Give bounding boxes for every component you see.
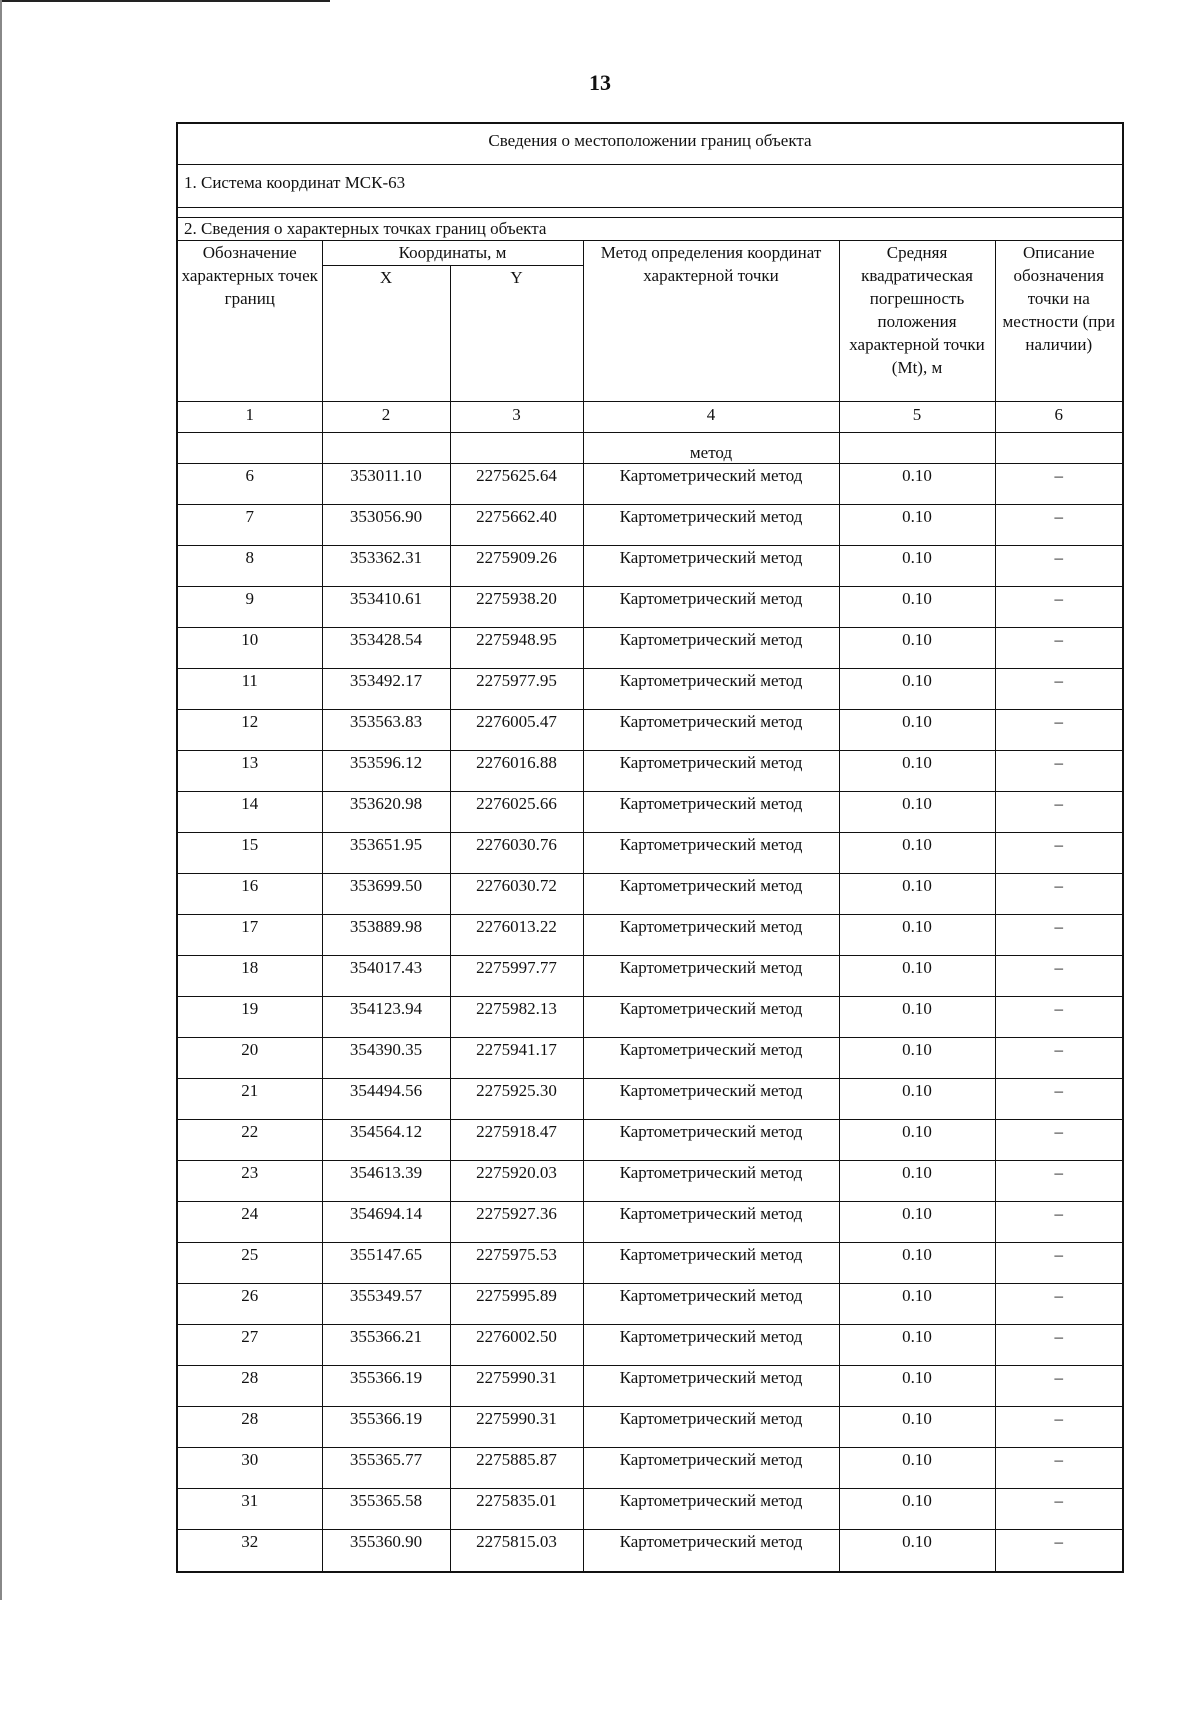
mean-square-error: 0.10 [839, 710, 995, 751]
method: Картометрический метод [583, 874, 839, 915]
point-description: – [995, 710, 1122, 751]
points-heading: 2. Сведения о характерных точках границ объекта [178, 218, 1122, 241]
method: Картометрический метод [583, 1407, 839, 1448]
scan-left-edge [0, 0, 2, 1600]
table-row [178, 1284, 1122, 1325]
coord-x: 353889.98 [322, 915, 450, 956]
point-number: 19 [178, 997, 322, 1038]
coord-x: 353428.54 [322, 628, 450, 669]
coord-x: 354564.12 [322, 1120, 450, 1161]
coord-y: 2275982.13 [450, 997, 583, 1038]
table-row [178, 1243, 1122, 1284]
coord-y: 2275918.47 [450, 1120, 583, 1161]
coord-y: 2276030.76 [450, 833, 583, 874]
mean-square-error: 0.10 [839, 1366, 995, 1407]
method: Картометрический метод [583, 1038, 839, 1079]
table-row [178, 710, 1122, 751]
mean-square-error: 0.10 [839, 1407, 995, 1448]
header-description: Описание обозначения точки на местности (при наличии) [995, 241, 1122, 402]
point-description: – [995, 997, 1122, 1038]
point-description: – [995, 1038, 1122, 1079]
point-number: 25 [178, 1243, 322, 1284]
point-description: – [995, 915, 1122, 956]
point-number: 20 [178, 1038, 322, 1079]
point-description: – [995, 1530, 1122, 1571]
coord-y: 2275975.53 [450, 1243, 583, 1284]
table-row [178, 1530, 1122, 1571]
table-row [178, 833, 1122, 874]
point-number: 27 [178, 1325, 322, 1366]
point-number: 8 [178, 546, 322, 587]
point-number: 7 [178, 505, 322, 546]
point-number: 26 [178, 1284, 322, 1325]
point-description: – [995, 1202, 1122, 1243]
table-row [178, 751, 1122, 792]
method: Картометрический метод [583, 669, 839, 710]
point-description: – [995, 587, 1122, 628]
coord-y: 2276025.66 [450, 792, 583, 833]
header-x: X [322, 266, 450, 402]
point-description: – [995, 464, 1122, 505]
mean-square-error: 0.10 [839, 1120, 995, 1161]
method: Картометрический метод [583, 1161, 839, 1202]
coord-x: 355366.19 [322, 1366, 450, 1407]
coord-x: 353011.10 [322, 464, 450, 505]
table-row [178, 1161, 1122, 1202]
coord-y: 2276016.88 [450, 751, 583, 792]
point-description: – [995, 1489, 1122, 1530]
coord-x: 355365.58 [322, 1489, 450, 1530]
method: Картометрический метод [583, 1325, 839, 1366]
coord-y: 2275925.30 [450, 1079, 583, 1120]
mean-square-error: 0.10 [839, 1284, 995, 1325]
coord-x: 353620.98 [322, 792, 450, 833]
point-description: – [995, 505, 1122, 546]
point-number: 17 [178, 915, 322, 956]
coord-x: 353563.83 [322, 710, 450, 751]
coord-x: 354123.94 [322, 997, 450, 1038]
header-method: Метод определения координат характерной точки [583, 241, 839, 402]
coord-x: 354390.35 [322, 1038, 450, 1079]
point-number: 24 [178, 1202, 322, 1243]
point-number: 15 [178, 833, 322, 874]
coord-y: 2276005.47 [450, 710, 583, 751]
point-description: – [995, 1161, 1122, 1202]
table-row [178, 1079, 1122, 1120]
table-row [178, 505, 1122, 546]
header-row [178, 241, 1122, 266]
point-number: 21 [178, 1079, 322, 1120]
coord-x: 355366.19 [322, 1407, 450, 1448]
coord-y: 2275977.95 [450, 669, 583, 710]
coord-x: 353492.17 [322, 669, 450, 710]
method: Картометрический метод [583, 628, 839, 669]
mean-square-error: 0.10 [839, 997, 995, 1038]
table-row [178, 628, 1122, 669]
mean-square-error: 0.10 [839, 1489, 995, 1530]
table-row [178, 1366, 1122, 1407]
point-description: – [995, 546, 1122, 587]
column-number: 1 [178, 402, 322, 433]
coord-y: 2275920.03 [450, 1161, 583, 1202]
coord-x: 354494.56 [322, 1079, 450, 1120]
coord-x: 354694.14 [322, 1202, 450, 1243]
coord-y: 2275941.17 [450, 1038, 583, 1079]
column-number: 5 [839, 402, 995, 433]
method: Картометрический метод [583, 1489, 839, 1530]
mean-square-error: 0.10 [839, 956, 995, 997]
point-description: – [995, 628, 1122, 669]
point-number: 16 [178, 874, 322, 915]
coord-x: 353362.31 [322, 546, 450, 587]
section-title: Сведения о местоположении границ объекта [178, 124, 1122, 165]
column-number: 2 [322, 402, 450, 433]
table-row [178, 669, 1122, 710]
mean-square-error: 0.10 [839, 1448, 995, 1489]
table-row [178, 1120, 1122, 1161]
point-number: 18 [178, 956, 322, 997]
mean-square-error: 0.10 [839, 1038, 995, 1079]
mean-square-error: 0.10 [839, 587, 995, 628]
point-number: 32 [178, 1530, 322, 1571]
scan-top-edge [0, 0, 330, 2]
point-number: 9 [178, 587, 322, 628]
method: Картометрический метод [583, 1448, 839, 1489]
method: Картометрический метод [583, 710, 839, 751]
coord-x: 355366.21 [322, 1325, 450, 1366]
table-row [178, 1325, 1122, 1366]
point-description: – [995, 1407, 1122, 1448]
table-row [178, 1038, 1122, 1079]
mean-square-error: 0.10 [839, 1243, 995, 1284]
coord-y: 2275909.26 [450, 546, 583, 587]
continued-row [178, 433, 1122, 464]
coord-y: 2275835.01 [450, 1489, 583, 1530]
table-row [178, 792, 1122, 833]
coord-x: 354017.43 [322, 956, 450, 997]
header-point: Обозначение характерных точек границ [178, 241, 322, 402]
table-row [178, 997, 1122, 1038]
mean-square-error: 0.10 [839, 1079, 995, 1120]
point-number: 22 [178, 1120, 322, 1161]
mean-square-error: 0.10 [839, 833, 995, 874]
point-description: – [995, 1325, 1122, 1366]
coord-x: 355349.57 [322, 1284, 450, 1325]
method: Картометрический метод [583, 751, 839, 792]
coord-y: 2275948.95 [450, 628, 583, 669]
header-y: Y [450, 266, 583, 402]
point-description: – [995, 833, 1122, 874]
coordinate-system: 1. Система координат МСК-63 [178, 165, 1122, 208]
point-number: 14 [178, 792, 322, 833]
mean-square-error: 0.10 [839, 669, 995, 710]
header-coords: Координаты, м [322, 241, 583, 266]
page-number: 13 [589, 70, 611, 95]
point-number: 23 [178, 1161, 322, 1202]
mean-square-error: 0.10 [839, 546, 995, 587]
point-description: – [995, 669, 1122, 710]
coord-y: 2276030.72 [450, 874, 583, 915]
coord-y: 2276002.50 [450, 1325, 583, 1366]
point-description: – [995, 956, 1122, 997]
point-description: – [995, 1120, 1122, 1161]
table-row [178, 874, 1122, 915]
mean-square-error: 0.10 [839, 1325, 995, 1366]
table-row [178, 1407, 1122, 1448]
table-row [178, 546, 1122, 587]
column-number: 4 [583, 402, 839, 433]
mean-square-error: 0.10 [839, 751, 995, 792]
point-number: 31 [178, 1489, 322, 1530]
coord-y: 2275990.31 [450, 1407, 583, 1448]
point-description: – [995, 792, 1122, 833]
method: Картометрический метод [583, 792, 839, 833]
method: Картометрический метод [583, 1243, 839, 1284]
method: Картометрический метод [583, 1366, 839, 1407]
section-spacer [178, 208, 1122, 218]
coord-x: 353699.50 [322, 874, 450, 915]
point-description: – [995, 751, 1122, 792]
method: Картометрический метод [583, 1079, 839, 1120]
point-description: – [995, 1284, 1122, 1325]
coord-y: 2275997.77 [450, 956, 583, 997]
method: Картометрический метод [583, 505, 839, 546]
point-description: – [995, 1448, 1122, 1489]
mean-square-error: 0.10 [839, 792, 995, 833]
point-number: 28 [178, 1407, 322, 1448]
column-number-row [178, 402, 1122, 433]
point-description: – [995, 1366, 1122, 1407]
coord-y: 2276013.22 [450, 915, 583, 956]
coord-y: 2275815.03 [450, 1530, 583, 1571]
coord-y: 2275625.64 [450, 464, 583, 505]
point-description: – [995, 874, 1122, 915]
mean-square-error: 0.10 [839, 1202, 995, 1243]
point-description: – [995, 1079, 1122, 1120]
mean-square-error: 0.10 [839, 1161, 995, 1202]
method: Картометрический метод [583, 1120, 839, 1161]
coord-x: 353410.61 [322, 587, 450, 628]
points-table [178, 241, 1122, 1571]
coord-y: 2275927.36 [450, 1202, 583, 1243]
coord-x: 353056.90 [322, 505, 450, 546]
coord-x: 353596.12 [322, 751, 450, 792]
method: Картометрический метод [583, 1530, 839, 1571]
table-row [178, 1489, 1122, 1530]
method: Картометрический метод [583, 546, 839, 587]
coord-y: 2275995.89 [450, 1284, 583, 1325]
coord-x: 355365.77 [322, 1448, 450, 1489]
coord-x: 353651.95 [322, 833, 450, 874]
mean-square-error: 0.10 [839, 464, 995, 505]
mean-square-error: 0.10 [839, 874, 995, 915]
table-row [178, 1448, 1122, 1489]
method: Картометрический метод [583, 464, 839, 505]
mean-square-error: 0.10 [839, 628, 995, 669]
point-number: 13 [178, 751, 322, 792]
point-number: 10 [178, 628, 322, 669]
point-description: – [995, 1243, 1122, 1284]
coord-x: 355360.90 [322, 1530, 450, 1571]
point-number: 6 [178, 464, 322, 505]
column-number: 3 [450, 402, 583, 433]
coord-y: 2275938.20 [450, 587, 583, 628]
method: Картометрический метод [583, 997, 839, 1038]
method: Картометрический метод [583, 587, 839, 628]
point-number: 28 [178, 1366, 322, 1407]
continued-method: метод [583, 433, 839, 464]
mean-square-error: 0.10 [839, 505, 995, 546]
method: Картометрический метод [583, 1284, 839, 1325]
table-row [178, 587, 1122, 628]
table-row [178, 1202, 1122, 1243]
point-number: 11 [178, 669, 322, 710]
mean-square-error: 0.10 [839, 1530, 995, 1571]
point-number: 30 [178, 1448, 322, 1489]
method: Картометрический метод [583, 833, 839, 874]
method: Картометрический метод [583, 956, 839, 997]
table-row [178, 464, 1122, 505]
coord-x: 354613.39 [322, 1161, 450, 1202]
table-row [178, 915, 1122, 956]
coord-y: 2275885.87 [450, 1448, 583, 1489]
method: Картометрический метод [583, 1202, 839, 1243]
mean-square-error: 0.10 [839, 915, 995, 956]
header-error: Средняя квадратическая погрешность положения характерной точки (Mt), м [839, 241, 995, 402]
coord-x: 355147.65 [322, 1243, 450, 1284]
table-row [178, 956, 1122, 997]
coord-y: 2275662.40 [450, 505, 583, 546]
method: Картометрический метод [583, 915, 839, 956]
boundary-info-table [176, 122, 1124, 1573]
coord-y: 2275990.31 [450, 1366, 583, 1407]
point-number: 12 [178, 710, 322, 751]
column-number: 6 [995, 402, 1122, 433]
